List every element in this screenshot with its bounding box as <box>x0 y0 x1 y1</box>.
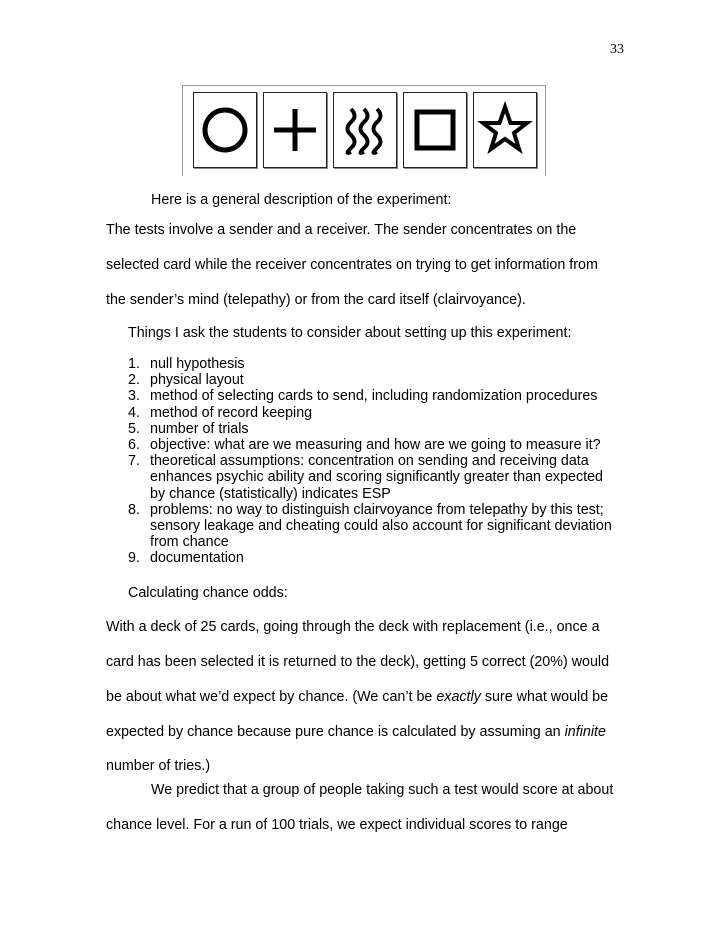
considerations-list <box>128 356 618 567</box>
description-line: The tests involve a sender and a receiver. The sender concentrates on the <box>106 222 577 238</box>
intro-text: Here is a general description of the experiment: <box>151 192 452 208</box>
prediction-line: chance level. For a run of 100 trials, we expect individual scores to range <box>106 817 568 833</box>
list-item: 6. objective: what are we measuring and how are we going to measure it? <box>128 437 601 454</box>
list-item: 9. documentation <box>128 550 244 567</box>
list-item: 8. problems: no way to distinguish clairvoyance from telepathy by this test; sensory leakage and cheating could also account for significant deviation from chance <box>128 501 612 551</box>
waves-icon <box>334 93 396 167</box>
chance-line: be about what we’d expect by chance. (We can’t be exactly sure what would be <box>106 689 609 705</box>
chance-line: With a deck of 25 cards, going through the deck with replacement (i.e., once a <box>106 619 600 635</box>
circle-icon <box>194 93 256 167</box>
prediction-line: We predict that a group of people taking such a test would score at about <box>151 782 614 798</box>
chance-line: card has been selected it is returned to the deck), getting 5 correct (20%) would <box>106 654 610 670</box>
zener-card-circle <box>193 92 257 168</box>
square-icon <box>404 93 466 167</box>
zener-card-star <box>473 92 537 168</box>
list-item: 1. null hypothesis <box>128 356 245 372</box>
plus-icon <box>264 93 326 167</box>
chance-line: number of tries.) <box>106 758 211 774</box>
page-number: 33 <box>610 42 624 57</box>
zener-card-plus <box>263 92 327 168</box>
list-item: 4. method of record keeping <box>128 404 313 421</box>
chance-heading: Calculating chance odds: <box>128 585 288 601</box>
zener-card-waves <box>333 92 397 168</box>
zener-card-strip <box>182 85 546 176</box>
star-icon <box>474 93 536 167</box>
list-item: 2. physical layout <box>128 372 244 389</box>
list-item: 5. number of trials <box>128 420 249 437</box>
consider-heading: Things I ask the students to consider about setting up this experiment: <box>128 325 572 341</box>
zener-card-square <box>403 92 467 168</box>
description-line: the sender’s mind (telepathy) or from the card itself (clairvoyance). <box>106 292 526 308</box>
chance-line: expected by chance because pure chance is calculated by assuming an infinite <box>106 724 606 740</box>
description-line: selected card while the receiver concentrates on trying to get information from <box>106 257 598 273</box>
list-item: 7. theoretical assumptions: concentration on sending and receiving data enhances psychic ability and scoring significantly greater than expected by chance (statistically) indicates ESP <box>128 453 603 502</box>
list-item: 3. method of selecting cards to send, including randomization procedures <box>128 388 598 405</box>
